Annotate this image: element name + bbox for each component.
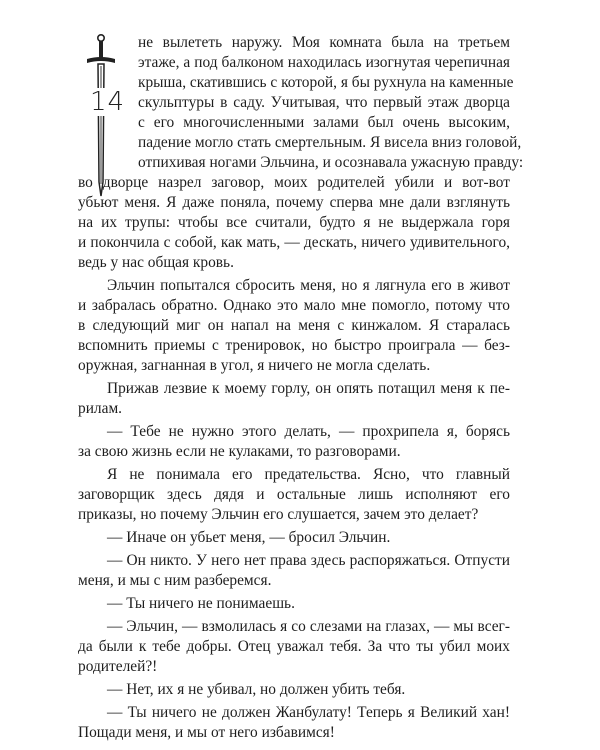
text-line: — Тебе не нужно этого делать, — прохрипела я, борясь (107, 423, 510, 440)
text-line: ведь у нас общая кровь. (78, 254, 234, 271)
text-line: — Ты ничего не должен Жанбулату! Теперь я Великий хан! (107, 704, 510, 721)
text-line: и забралась обратно. Однако это мало мне помогло, потому что (78, 297, 510, 314)
text-line: Я не понимала его предательства. Ясно, что главный (107, 466, 510, 483)
text-line: не вылететь наружу. Моя комната была на третьем (138, 34, 510, 51)
text-line: приказы, но почему Эльчин его слушается, зачем это делает? (78, 506, 479, 523)
text-line: отпихивая ногами Эльчина, и осознавала ужасную правду: (138, 154, 524, 171)
text-line: меня, и мы с ним разберемся. (78, 572, 272, 589)
text-line: родителей?! (78, 658, 158, 675)
text-line: оружная, загнанная в угол, я ничего не могла сделать. (78, 357, 431, 374)
text-line: Эльчин попытался сбросить меня, но я лягнула его в живот (107, 277, 510, 294)
text-line: с его многочисленными залами был очень высоким, (138, 114, 510, 131)
text-line: падение могло стать смертельным. Я висела вниз головой, (138, 134, 522, 151)
text-line: — Он никто. У него нет права здесь распоряжаться. Отпусти (107, 552, 510, 569)
text-line: — Нет, их я не убивал, но должен убить тебя. (107, 681, 406, 698)
text-line: в следующий миг он напал на меня с кинжалом. Я старалась (78, 317, 510, 334)
text-line: — Ты ничего не понимаешь. (107, 595, 295, 612)
text-line: убьют меня. Я даже поняла, почему сперва мне дали взглянуть (78, 194, 510, 211)
text-line: вспомнить приемы с тренировок, но быстро проиграла — без- (78, 337, 510, 354)
text-line: Прижав лезвие к моему горлу, он опять потащил меня к пе- (107, 380, 510, 397)
text-line: крыша, скатившись с которой, я бы рухнула на каменные (138, 74, 514, 91)
text-line: на их трупы: чтобы все считали, будто я не выдержала горя (78, 214, 510, 231)
text-line: да были к тебе добры. Отец уважал тебя. За что ты убил моих (78, 638, 510, 655)
text-line: — Эльчин, — взмолилась я со слезами на глазах, — мы всег- (107, 618, 510, 635)
text-line: — Иначе он убьет меня, — бросил Эльчин. (107, 529, 391, 546)
text-line: скульптуры в саду. Учитывая, что первый этаж дворца (138, 94, 510, 111)
page-number: 14 (90, 87, 126, 117)
text-line: этаже, а под балконом находилась изогнутая черепичная (138, 54, 510, 71)
text-line: рилам. (78, 400, 123, 417)
text-line: Пощади меня, и мы от него избавимся! (78, 724, 335, 741)
text-line: заговорщик здесь дядя и остальные лишь исполняют его (78, 486, 510, 503)
text-line: за свою жизнь если не кулаками, то разговорами. (78, 443, 401, 460)
text-line: и покончила с собой, как мать, — дескать, ничего удивительного, (78, 234, 510, 251)
text-line: во дворце назрел заговор, моих родителей убили и вот-вот (78, 174, 510, 191)
